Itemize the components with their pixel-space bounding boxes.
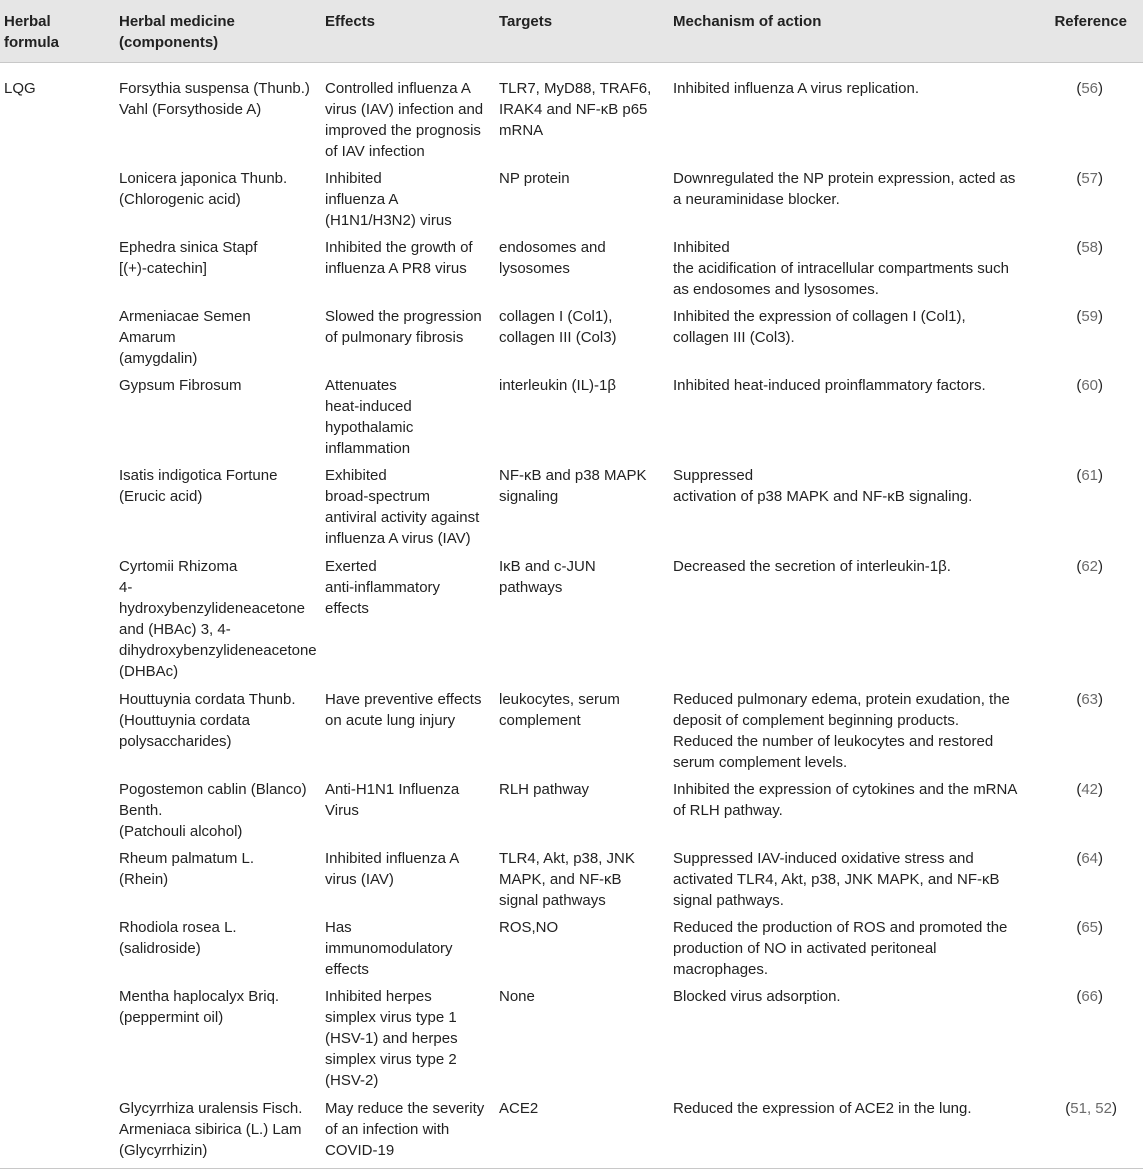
effects-cell: May reduce the severity of an infection with COVID-19 [325,1100,485,1159]
medicine-cell: Cyrtomii Rhizoma 4- hydroxybenzylideneacetone and (HBAc) 3, 4- dihydroxybenzylideneacetone (DHBAc) [119,558,317,680]
targets-cell: NP protein [499,170,570,187]
medicine-cell: Ephedra sinica Stapf [(+)-catechin] [119,239,258,277]
reference-link[interactable]: 66 [1081,988,1098,1005]
mechanism-cell: Suppressed IAV-induced oxidative stress and activated TLR4, Akt, p38, JNK MAPK, and NF-κB signal pathways. [673,850,1000,909]
medicine-cell: Gypsum Fibrosum [119,377,242,394]
effects-cell: Slowed the progression of pulmonary fibrosis [325,308,482,346]
reference-link[interactable]: 56 [1081,80,1098,97]
header-targets: Targets [499,13,553,30]
formula-cell: LQG [4,80,36,97]
mechanism-cell: Inhibited the expression of collagen I (Col1), collagen III (Col3). [673,308,966,346]
reference-cell: (62) [1076,558,1103,575]
mechanism-cell: Reduced the expression of ACE2 in the lung. [673,1100,972,1117]
reference-link[interactable]: 42 [1081,781,1098,798]
reference-cell: (64) [1076,850,1103,867]
reference-cell: (58) [1076,239,1103,256]
reference-link[interactable]: 61 [1081,467,1098,484]
reference-cell: (51, 52) [1065,1100,1117,1117]
effects-cell: Anti-H1N1 Influenza Virus [325,781,460,819]
header-effects: Effects [325,13,376,30]
reference-cell: (61) [1076,467,1103,484]
mechanism-cell: Inhibited the expression of cytokines and the mRNA of RLH pathway. [673,781,1018,819]
header-herbal-medicine: Herbal medicine (components) [119,13,235,51]
effects-cell: Controlled influenza A virus (IAV) infection and improved the prognosis of IAV infection [325,80,484,160]
targets-cell: endosomes and lysosomes [499,239,606,277]
reference-link[interactable]: 51, 52 [1070,1100,1112,1117]
mechanism-cell: Blocked virus adsorption. [673,988,841,1005]
mechanism-cell: Inhibited the acidification of intracellular compartments such as endosomes and lysosomes. [673,239,1009,298]
mechanism-cell: Inhibited influenza A virus replication. [673,80,919,97]
targets-cell: leukocytes, serum complement [499,691,620,729]
reference-link[interactable]: 62 [1081,558,1098,575]
reference-cell: (60) [1076,377,1103,394]
reference-cell: (57) [1076,170,1103,187]
mechanism-cell: Reduced pulmonary edema, protein exudation, the deposit of complement beginning products. Reduced the number of leukocytes and restored serum complement levels. [673,691,1010,771]
mechanism-cell: Suppressed activation of p38 MAPK and NF-κB signaling. [673,467,973,505]
mechanism-cell: Reduced the production of ROS and promoted the production of NO in activated peritoneal macrophages. [673,919,1008,978]
medicine-cell: Glycyrrhiza uralensis Fisch. Armeniaca sibirica (L.) Lam (Glycyrrhizin) [119,1100,303,1159]
reference-link[interactable]: 58 [1081,239,1098,256]
targets-cell: ACE2 [499,1100,539,1117]
header-herbal-formula: Herbal formula [4,13,60,51]
effects-cell: Exhibited broad-spectrum antiviral activity against influenza A virus (IAV) [325,467,480,547]
targets-cell: interleukin (IL)-1β [499,377,617,394]
effects-cell: Has immunomodulatory effects [325,919,453,978]
effects-cell: Inhibited herpes simplex virus type 1 (HSV-1) and herpes simplex virus type 2 (HSV-2) [325,988,458,1089]
targets-cell: collagen I (Col1), collagen III (Col3) [499,308,617,346]
effects-cell: Inhibited the growth of influenza A PR8 virus [325,239,473,277]
header-divider [0,62,1143,63]
reference-link[interactable]: 63 [1081,691,1098,708]
targets-cell: None [499,988,535,1005]
mechanism-cell: Decreased the secretion of interleukin-1β. [673,558,951,575]
targets-cell: RLH pathway [499,781,590,798]
reference-link[interactable]: 59 [1081,308,1098,325]
targets-cell: ROS,NO [499,919,559,936]
targets-cell: IκB and c-JUN pathways [499,558,596,596]
medicine-cell: Mentha haplocalyx Briq. (peppermint oil) [119,988,280,1026]
medicine-cell: Armeniacae Semen Amarum (amygdalin) [119,308,251,367]
reference-cell: (65) [1076,919,1103,936]
medicine-cell: Houttuynia cordata Thunb. (Houttuynia cordata polysaccharides) [119,691,296,750]
effects-cell: Attenuates heat-induced hypothalamic inflammation [325,377,414,457]
medicine-cell: Rheum palmatum L. (Rhein) [119,850,255,888]
reference-link[interactable]: 65 [1081,919,1098,936]
reference-cell: (66) [1076,988,1103,1005]
table-bottom-border [0,1168,1143,1169]
targets-cell: NF-κB and p38 MAPK signaling [499,467,647,505]
targets-cell: TLR4, Akt, p38, JNK MAPK, and NF-κB signal pathways [499,850,635,909]
medicine-cell: Pogostemon cablin (Blanco) Benth. (Patchouli alcohol) [119,781,307,840]
effects-cell: Inhibited influenza A virus (IAV) [325,850,460,888]
mechanism-cell: Inhibited heat-induced proinflammatory factors. [673,377,986,394]
effects-cell: Exerted anti-inflammatory effects [325,558,441,617]
reference-cell: (63) [1076,691,1103,708]
medicine-cell: Rhodiola rosea L. (salidroside) [119,919,237,957]
reference-link[interactable]: 64 [1081,850,1098,867]
reference-link[interactable]: 57 [1081,170,1098,187]
effects-cell: Have preventive effects on acute lung injury [325,691,482,729]
effects-cell: Inhibited influenza A (H1N1/H3N2) virus [325,170,452,229]
reference-link[interactable]: 60 [1081,377,1098,394]
medicine-cell: Isatis indigotica Fortune (Erucic acid) [119,467,278,505]
mechanism-cell: Downregulated the NP protein expression, acted as a neuraminidase blocker. [673,170,1016,208]
header-reference: Reference [1054,13,1127,30]
reference-cell: (59) [1076,308,1103,325]
targets-cell: TLR7, MyD88, TRAF6, IRAK4 and NF-κB p65 mRNA [499,80,652,139]
medicine-cell: Lonicera japonica Thunb. (Chlorogenic acid) [119,170,288,208]
header-mechanism: Mechanism of action [673,13,822,30]
reference-cell: (42) [1076,781,1103,798]
medicine-cell: Forsythia suspensa (Thunb.) Vahl (Forsythoside A) [119,80,310,118]
reference-cell: (56) [1076,80,1103,97]
